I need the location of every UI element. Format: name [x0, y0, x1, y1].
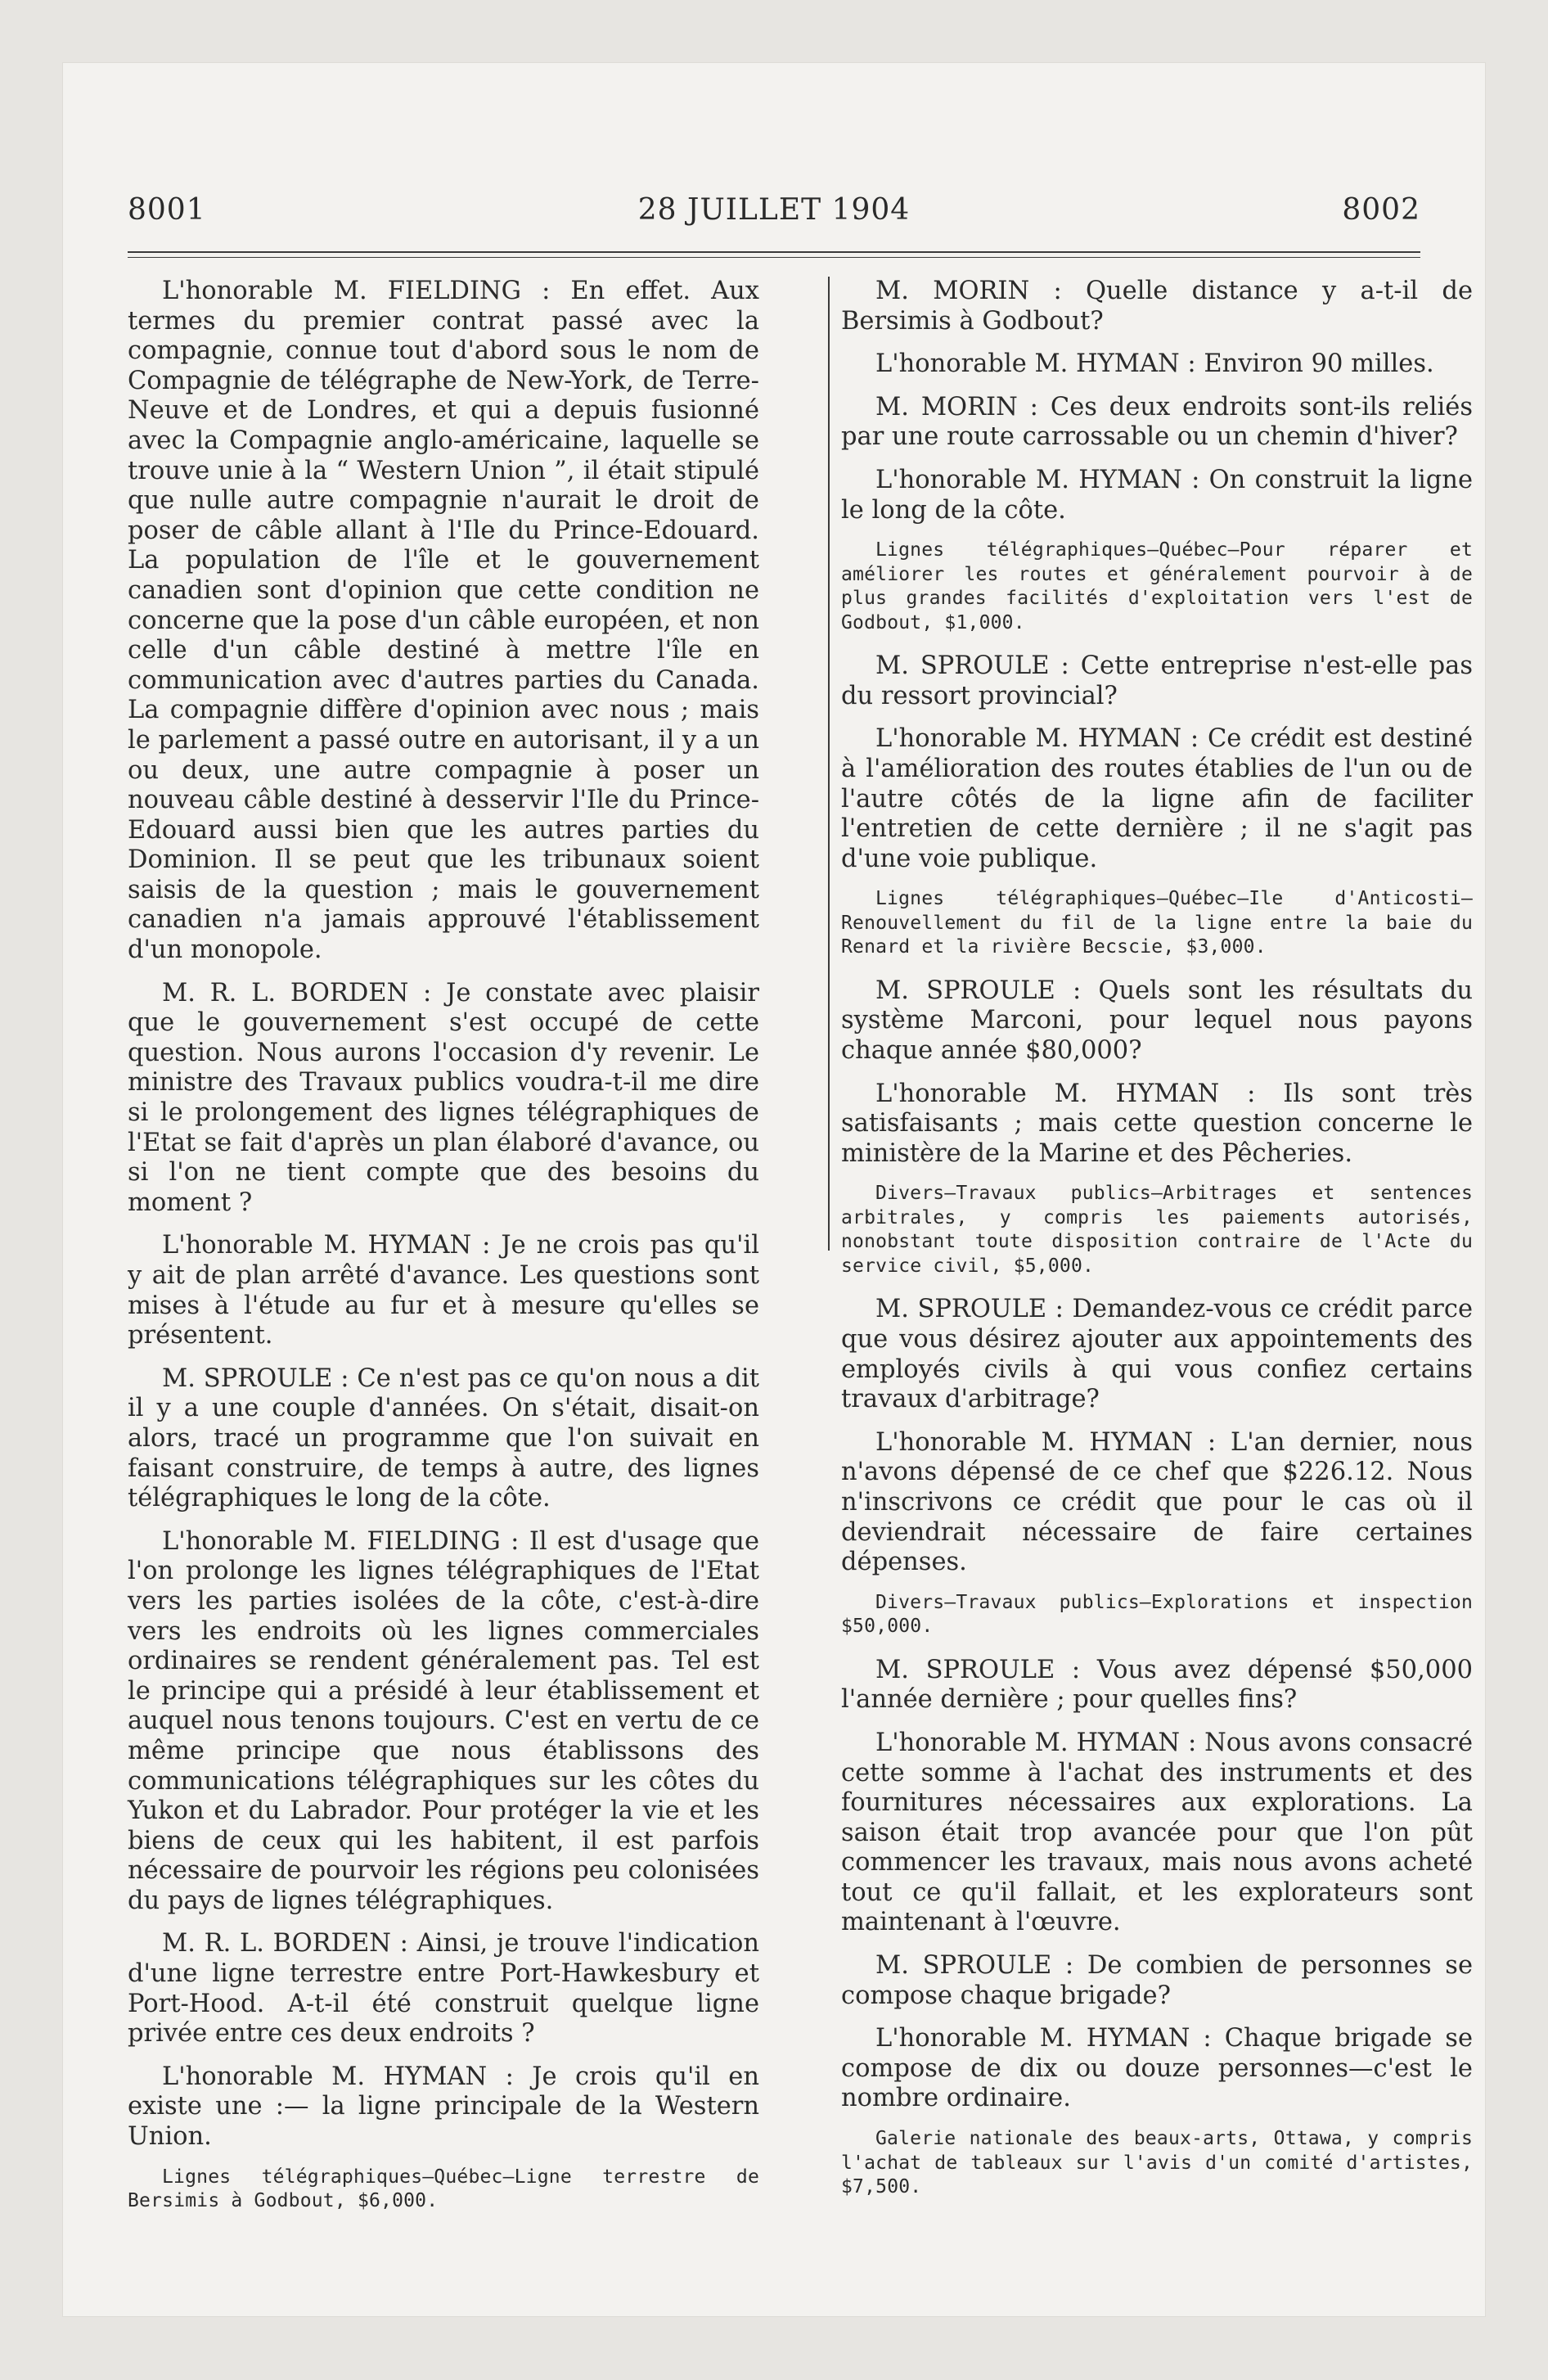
paragraph: M. SPROULE : Ce n'est pas ce qu'on nous a dit il y a une couple d'années. On s'était, disait-on alors, tracé un programme que l'on suivait en faisant construire, de temps à autre, des lignes télégraphiques le long de la côte.	[128, 1364, 759, 1513]
paragraph: L'honorable M. HYMAN : Chaque brigade se compose de dix ou douze personnes—c'est le nombre ordinaire.	[841, 2024, 1473, 2113]
paragraph: L'honorable M. HYMAN : Environ 90 milles.	[875, 349, 1434, 379]
paragraph: M. MORIN : Quelle distance y a-t-il de Bersimis à Godbout?	[841, 277, 1473, 336]
header-rule	[128, 251, 1420, 258]
paragraph: L'honorable M. FIELDING : Il est d'usage que l'on prolonge les lignes télégraphiques de l'Etat vers les parties isolées de la côte, c'est-à-dire vers les endroits où les lignes commerciales ordinaires se rendent généralement pas. Tel est le principe qui a présidé à leur établissement et auquel nous tenons toujours. C'est en vertu de ce même principe que nous établissons des communications télégraphiques sur les côtes du Yukon et du Labrador. Pour protéger la vie et les biens de ceux qui les habitent, il est parfois nécessaire de pourvoir les régions peu colonisées du pays de lignes télégraphiques.	[128, 1526, 759, 1915]
paragraph: L'honorable M. HYMAN : Ils sont très satisfaisants ; mais cette question concerne le ministère de la Marine et des Pêcheries.	[841, 1079, 1473, 1168]
columns	[128, 277, 1473, 2284]
paragraph: L'honorable M. HYMAN : Je crois qu'il en existe une :— la ligne principale de la Western Union.	[128, 2062, 759, 2152]
paragraph: M. MORIN : Ces deux endroits sont-ils reliés par une route carrossable ou un chemin d'hiver?	[841, 392, 1473, 452]
budget-item: Lignes télégraphiques—Québec—Ligne terrestre de Bersimis à Godbout, $6,000.	[128, 2166, 759, 2212]
budget-item: Lignes télégraphiques—Québec—Pour réparer et améliorer les routes et généralement pourvoir à de plus grandes facilités d'exploitation vers l'est de Godbout, $1,000.	[841, 539, 1473, 633]
paragraph: M. SPROULE : Vous avez dépensé $50,000 l'année dernière ; pour quelles fins?	[841, 1655, 1473, 1715]
paragraph: L'honorable M. HYMAN : Nous avons consacré cette somme à l'achat des instruments et des fournitures nécessaires aux explorations. La saison était trop avancée pour que l'on pût commencer les travaux, mais nous avons acheté tout ce qu'il fallait, et les explorateurs sont maintenant à l'œuvre.	[841, 1728, 1473, 1937]
page-date: 28 JUILLET 1904	[637, 193, 911, 227]
paragraph: M. SPROULE : Cette entreprise n'est-elle pas du ressort provincial?	[841, 651, 1473, 710]
paragraph: L'honorable M. HYMAN : Je ne crois pas qu'il y ait de plan arrêté d'avance. Les questions sont mises à l'étude au fur et à mesure qu'elles se présentent.	[128, 1231, 759, 1350]
page-number-left: 8001	[128, 193, 206, 227]
paragraph: M. R. L. BORDEN : Ainsi, je trouve l'indication d'une ligne terrestre entre Port-Hawkesbury et Port-Hood. A-t-il été construit quelque ligne privée entre ces deux endroits ?	[128, 1929, 759, 2049]
paragraph: L'honorable M. HYMAN : L'an dernier, nous n'avons dépensé de ce chef que $226.12. Nous n'inscrivons ce crédit que pour le cas où il deviendrait nécessaire de faire certaines dépenses.	[841, 1427, 1473, 1577]
paragraph: M. SPROULE : De combien de personnes se compose chaque brigade?	[841, 1951, 1473, 2010]
paragraph: L'honorable M. HYMAN : Ce crédit est destiné à l'amélioration des routes établies de l'un ou de l'autre côtés de la ligne afin de faciliter l'entretien de cette dernière ; il ne s'agit pas d'une voie publique.	[841, 724, 1473, 873]
page-header	[128, 193, 1420, 239]
paragraph: L'honorable M. FIELDING : En effet. Aux termes du premier contrat passé avec la compagnie, connue tout d'abord sous le nom de Compagnie de télégraphe de New-York, de Terre-Neuve et de Londres, et qui a depuis fusionné avec la Compagnie anglo-américaine, laquelle se trouve unie à la “ Western Union ”, il était stipulé que nulle autre compagnie n'aurait le droit de poser de câble allant à l'Ile du Prince-Edouard. La population de l'île et le gouvernement canadien sont d'opinion que cette condition ne concerne que la pose d'un câble européen, et non celle d'un câble destiné à mettre l'île en communication avec d'autres parties du Canada. La compagnie diffère d'opinion avec nous ; mais le parlement a passé outre en autorisant, il y a un ou deux, une autre compagnie à poser un nouveau câble destiné à desservir l'Ile du Prince-Edouard aussi bien que les autres parties du Dominion. Il se peut que les tribunaux soient saisis de la question ; mais le gouvernement canadien n'a jamais approuvé l'établissement d'un monopole.	[128, 277, 759, 965]
column-divider	[828, 277, 830, 1251]
budget-item: Galerie nationale des beaux-arts, Ottawa, y compris l'achat de tableaux sur l'avis d'un comité d'artistes, $7,500.	[841, 2128, 1473, 2198]
page-number-right: 8002	[1342, 193, 1420, 227]
right-column	[841, 277, 1473, 2216]
budget-item: Divers—Travaux publics—Arbitrages et sentences arbitrales, y compris les paiements autorisés, nonobstant toute disposition contraire de l'Acte du service civil, $5,000.	[841, 1183, 1473, 1277]
paragraph: M. R. L. BORDEN : Je constate avec plaisir que le gouvernement s'est occupé de cette question. Nous aurons l'occasion d'y revenir. Le ministre des Travaux publics voudra-t-il me dire si le prolongement des lignes télégraphiques de l'Etat se fait d'après un plan élaboré d'avance, ou si l'on ne tient compte que des besoins du moment ?	[128, 978, 759, 1217]
paragraph: M. SPROULE : Demandez-vous ce crédit parce que vous désirez ajouter aux appointements des employés civils à qui vous confiez certains travaux d'arbitrage?	[841, 1295, 1473, 1414]
paragraph: M. SPROULE : Quels sont les résultats du système Marconi, pour lequel nous payons chaque année $80,000?	[841, 976, 1473, 1065]
left-column	[128, 277, 759, 2230]
budget-item: Lignes télégraphiques—Québec—Ile d'Anticosti—Renouvellement du fil de la ligne entre la baie du Renard et la rivière Becscie, $3,000.	[841, 888, 1473, 958]
budget-item: Divers—Travaux publics—Explorations et inspection $50,000.	[841, 1591, 1473, 1638]
document-page	[62, 62, 1486, 2317]
paragraph: L'honorable M. HYMAN : On construit la ligne le long de la côte.	[841, 465, 1473, 525]
